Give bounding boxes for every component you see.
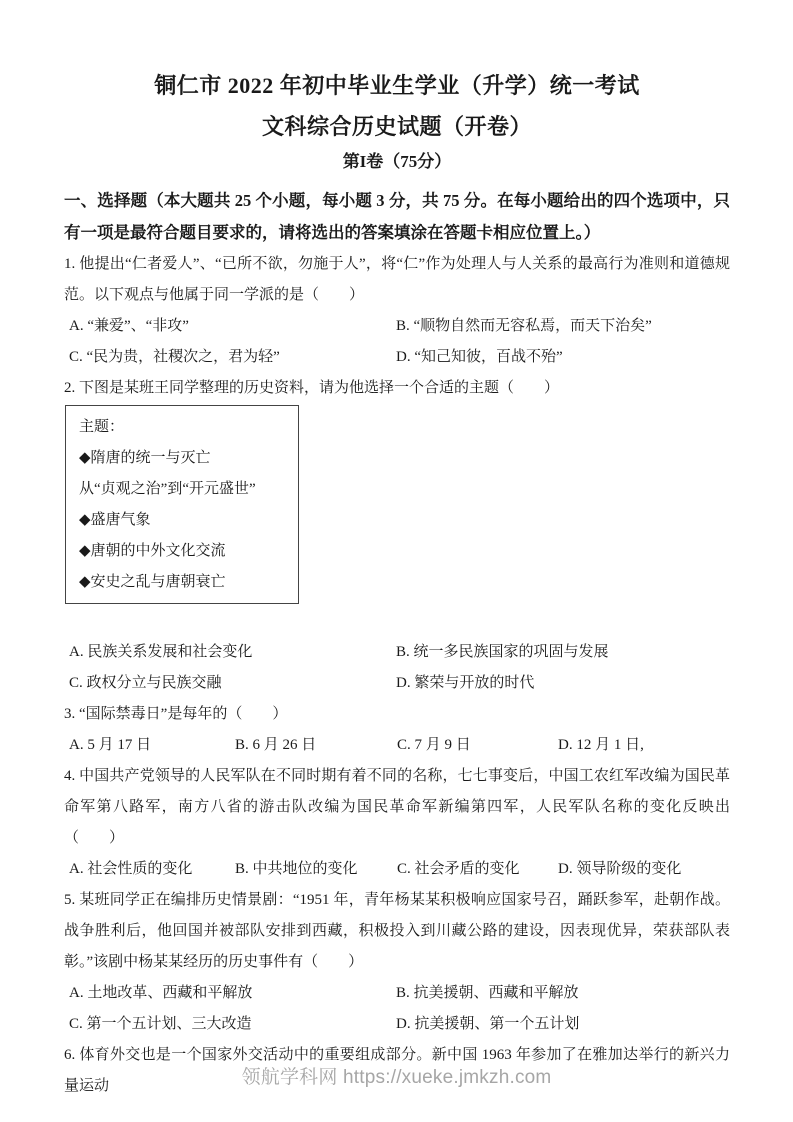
question-4-text: 4. 中国共产党领导的人民军队在不同时期有着不同的名称，七七事变后，中国工农红军改编为国民革命军第八路军，南方八省的游击队改编为国民革命军新编第四军，人民军队名称的变化反映出（ ） <box>64 768 730 846</box>
question-2-text: 2. 下图是某班王同学整理的历史资料，请为他选择一个合适的主题（ ） <box>64 380 560 396</box>
watermark-text: 领航学科网 https://xueke.jmkzh.com <box>241 1067 552 1088</box>
question-6-text: 6. 体育外交也是一个国家外交活动中的重要组成部分。新中国 1963 年参加了在雅加达举行的新兴力量运动 <box>64 1047 730 1094</box>
option-5d: D. 抗美援朝、第一个五计划 <box>396 1016 580 1032</box>
question-1-options <box>64 311 730 373</box>
theme-box <box>65 405 299 604</box>
theme-box-item: ◆安史之乱与唐朝衰亡 <box>79 574 226 590</box>
option-3d: D. 12 月 1 日, <box>558 737 644 753</box>
option-1c: C. “民为贵，社稷次之，君为轻” <box>69 349 280 365</box>
option-5c: C. 第一个五计划、三大改造 <box>69 1016 252 1032</box>
page-title: 铜仁市 2022 年初中毕业生学业（升学）统一考试 <box>154 73 640 98</box>
theme-box-item: ◆隋唐的统一与灭亡 <box>79 450 211 466</box>
question-2-options <box>64 637 730 699</box>
question-3-text: 3. “国际禁毒日”是每年的（ ） <box>64 706 288 722</box>
option-3a: A. 5 月 17 日 <box>69 737 152 753</box>
option-1b: B. “顺物自然而无容私焉，而天下治矣” <box>396 318 652 334</box>
option-4a: A. 社会性质的变化 <box>69 861 193 877</box>
question-5-text: 5. 某班同学正在编排历史情景剧：“1951 年，青年杨某某积极响应国家号召，踊跃参军，赴朝作战。战争胜利后，他回国并被部队安排到西藏，积极投入到川藏公路的建设，因表现优异，荣获部队表彰。”该剧中杨某某经历的历史事件有（ ） <box>64 892 730 970</box>
part-heading: 第I卷（75分） <box>342 152 452 171</box>
question-5-options <box>64 978 730 1040</box>
theme-box-item: ◆唐朝的中外文化交流 <box>79 543 226 559</box>
option-2a: A. 民族关系发展和社会变化 <box>69 644 253 660</box>
section-instructions: 一、选择题（本大题共 25 个小题，每小题 3 分，共 75 分。在每小题给出的四个选项中，只有一项是最符合题目要求的，请将选出的答案填涂在答题卡相应位置上。） <box>64 191 730 242</box>
question-1-text: 1. 他提出“仁者爱人”、“已所不欲，勿施于人”，将“仁”作为处理人与人关系的最高行为准则和道德规范。以下观点与他属于同一学派的是（ ） <box>64 256 730 303</box>
option-2b: B. 统一多民族国家的巩固与发展 <box>396 644 609 660</box>
option-2d: D. 繁荣与开放的时代 <box>396 675 535 691</box>
option-5a: A. 土地改革、西藏和平解放 <box>69 985 253 1001</box>
option-3c: C. 7 月 9 日 <box>397 737 471 753</box>
theme-box-item: 从“贞观之治”到“开元盛世” <box>79 481 256 497</box>
option-5b: B. 抗美援朝、西藏和平解放 <box>396 985 579 1001</box>
theme-box-title: 主题： <box>79 419 125 435</box>
page-subtitle: 文科综合历史试题（开卷） <box>261 114 532 139</box>
theme-box-item: ◆盛唐气象 <box>79 512 151 528</box>
option-4b: B. 中共地位的变化 <box>235 861 358 877</box>
watermark <box>0 1062 793 1089</box>
option-2c: C. 政权分立与民族交融 <box>69 675 222 691</box>
question-3-options <box>64 730 730 761</box>
option-1a: A. “兼爱”、“非攻” <box>69 318 189 334</box>
option-1d: D. “知己知彼，百战不殆” <box>396 349 563 365</box>
option-4c: C. 社会矛盾的变化 <box>397 861 520 877</box>
question-4-options <box>64 854 730 885</box>
option-4d: D. 领导阶级的变化 <box>558 861 682 877</box>
option-3b: B. 6 月 26 日 <box>235 737 317 753</box>
